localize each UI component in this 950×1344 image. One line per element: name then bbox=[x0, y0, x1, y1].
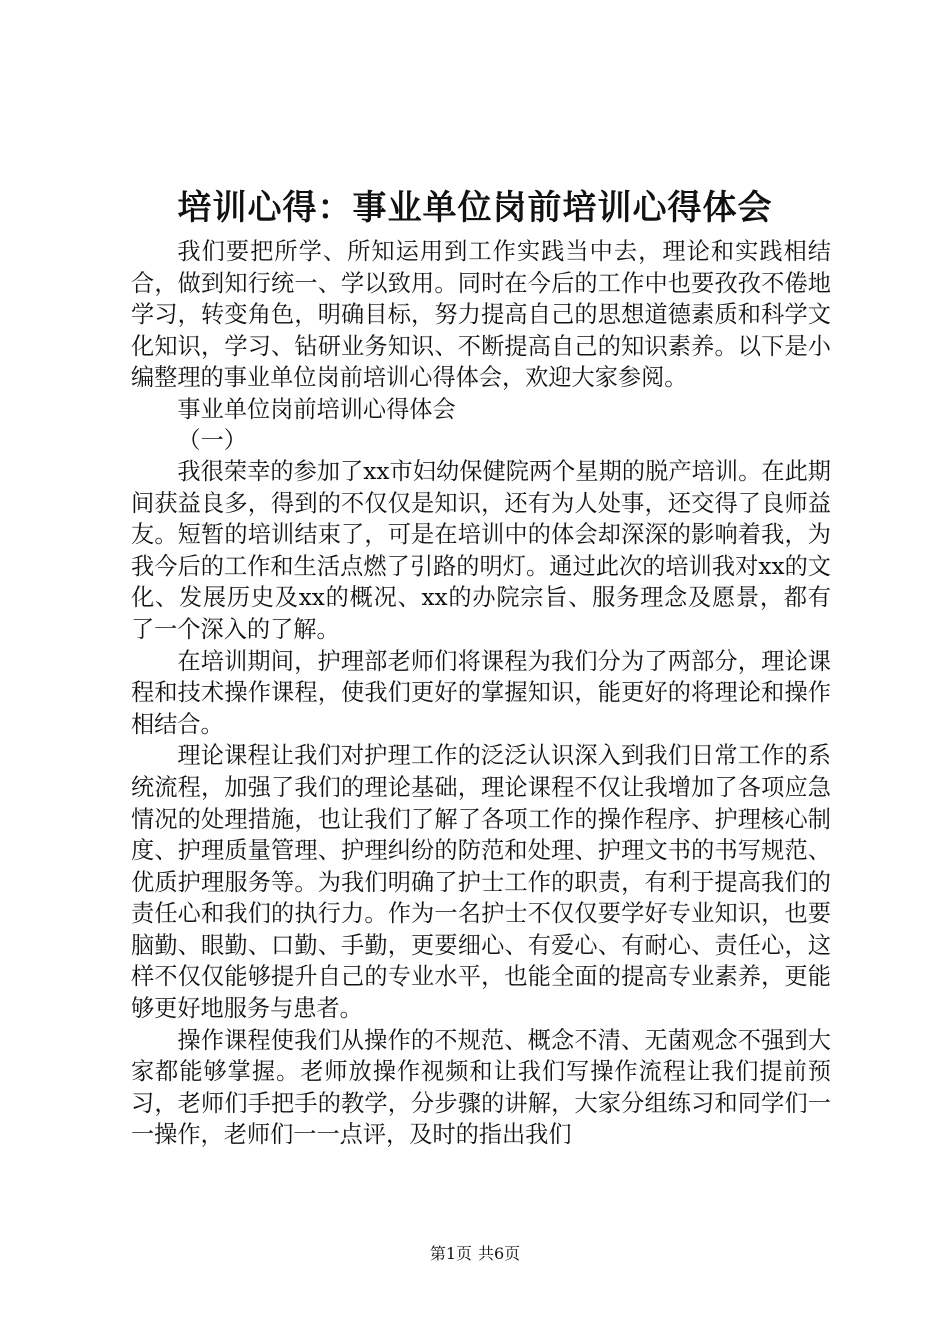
page-footer bbox=[0, 1243, 950, 1265]
body-paragraph: 我很荣幸的参加了xx市妇幼保健院两个星期的脱产培训。在此期间获益良多，得到的不仅仅是知识，还有为人处事，还交得了良师益友。短暂的培训结束了，可是在培训中的体会却深深的影响着我，为我今后的工作和生活点燃了引路的明灯。通过此次的培训我对xx的文化、发展历史及xx的概况、xx的办院宗旨、服务理念及愿景，都有了一个深入的了解。 bbox=[131, 457, 831, 643]
document-title: 培训心得：事业单位岗前培训心得体会 bbox=[177, 188, 773, 228]
page-number: 第1页 bbox=[429, 1244, 472, 1263]
document-body bbox=[131, 236, 831, 1151]
page-total: 共6页 bbox=[478, 1244, 521, 1263]
body-paragraph: 理论课程让我们对护理工作的泛泛认识深入到我们日常工作的系统流程，加强了我们的理论基础，理论课程不仅让我增加了各项应急情况的处理措施，也让我们了解了各项工作的操作程序、护理核心制度、护理质量管理、护理纠纷的防范和处理、护理文书的书写规范、优质护理服务等。为我们明确了护士工作的职责，有利于提高我们的责任心和我们的执行力。作为一名护士不仅仅要学好专业知识，也要脑勤、眼勤、口勤、手勤，更要细心、有爱心、有耐心、责任心，这样不仅仅能够提升自己的专业水平，也能全面的提高专业素养，更能够更好地服务与患者。 bbox=[131, 742, 831, 1023]
intro-paragraph: 我们要把所学、所知运用到工作实践当中去，理论和实践相结合，做到知行统一、学以致用。同时在今后的工作中也要孜孜不倦地学习，转变角色，明确目标，努力提高自己的思想道德素质和科学文化知识，学习、钻研业务知识、不断提高自己的知识素养。以下是小编整理的事业单位岗前培训心得体会，欢迎大家参阅。 bbox=[131, 238, 831, 392]
body-paragraph: 操作课程使我们从操作的不规范、概念不清、无菌观念不强到大家都能够掌握。老师放操作视频和让我们写操作流程让我们提前预习，老师们手把手的教学，分步骤的讲解，大家分组练习和同学们一一操作，老师们一一点评，及时的指出我们 bbox=[131, 1026, 831, 1149]
section-heading: 事业单位岗前培训心得体会 bbox=[177, 395, 456, 423]
section-number: （一） bbox=[177, 426, 247, 454]
body-paragraph: 在培训期间，护理部老师们将课程为我们分为了两部分，理论课程和技术操作课程，使我们更好的掌握知识，能更好的将理论和操作相结合。 bbox=[131, 647, 831, 738]
